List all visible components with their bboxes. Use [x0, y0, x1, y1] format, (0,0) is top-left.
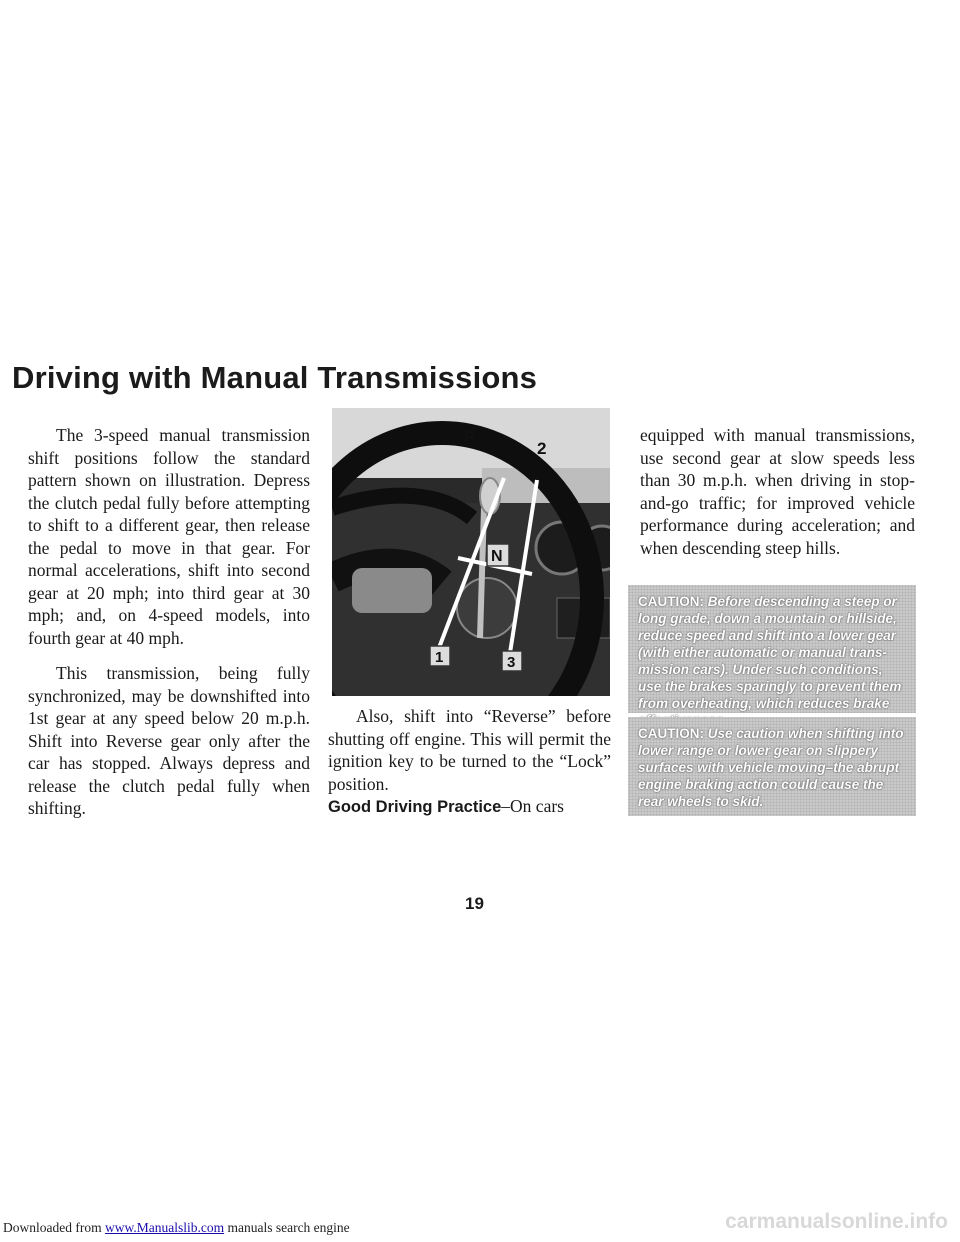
gear-shift-photo — [332, 408, 610, 696]
caution-box-descending — [628, 585, 916, 713]
watermark-text: carmanualsonline.info — [725, 1210, 948, 1233]
left-column — [28, 424, 310, 820]
page-title: Driving with Manual Transmissions — [12, 360, 538, 395]
paragraph-good-driving — [328, 795, 611, 819]
paragraph-reverse: Also, shift into “Reverse” before shutting off engine. This will permit the ignition key to be turned to the “Lock” position. — [328, 706, 611, 794]
middle-column — [328, 705, 611, 819]
caution-text: Before descending a steep or long grade, down a mountain or hillside, reduce speed and shift into a lower gear (with either automatic or manual transmission cars). Under such conditions, use the brakes sparingly to prevent them from overheating, which reduces brake — [638, 594, 902, 711]
gear-label-1: 1 — [435, 649, 444, 666]
page-number: 19 — [465, 894, 484, 913]
paragraph-good-driving-text: –On cars — [501, 796, 564, 816]
footer-suffix: manuals search engine — [224, 1220, 350, 1235]
gear-label-3: 3 — [507, 654, 516, 671]
paragraph-shift-pattern: The 3-speed manual transmission shift positions follow the standard pattern shown on illustration. Depress the clutch pedal fully before attempting to shift to a different gear, then release the pedal to move in that gear. For normal accelerations, shift into second gear at 20 mph; into third gear at 30 mph; and, on 4-speed models, into fourth gear at 40 mph. — [28, 425, 310, 648]
gear-label-n: N — [491, 548, 503, 565]
paragraph-downshift: This transmission, being fully synchronized, may be downshifted into 1st gear at any speed below 20 m.p.h. Shift into Reverse gear only after the car has stopped. Always depress and release the clutch pedal fully when shifting. — [28, 663, 310, 818]
caution-text: Use caution when shifting into lower range or lower gear on slippery surfaces with vehicle moving–the abrupt engine braking action could cause the rear wheels to skid. — [638, 726, 904, 809]
caution-label: CAUTION: — [638, 594, 704, 609]
download-footer — [3, 1220, 350, 1236]
caution-label: CAUTION: — [638, 726, 704, 741]
paragraph-second-gear: equipped with manual transmissions, use second gear at slow speeds less than 30 m.p.h. when driving in stop-and-go traffic; for improved vehicle performance during acceleration; and when descending steep hills. — [640, 425, 915, 558]
run-in-heading: Good Driving Practice — [328, 798, 502, 816]
right-column — [640, 424, 915, 559]
gear-label-2: 2 — [537, 439, 547, 458]
footer-prefix: Downloaded from — [3, 1220, 105, 1235]
gear-label-r: R — [464, 429, 476, 446]
caution-box-slippery — [628, 717, 916, 816]
manualslib-link[interactable]: www.Manualslib.com — [104, 1220, 225, 1235]
